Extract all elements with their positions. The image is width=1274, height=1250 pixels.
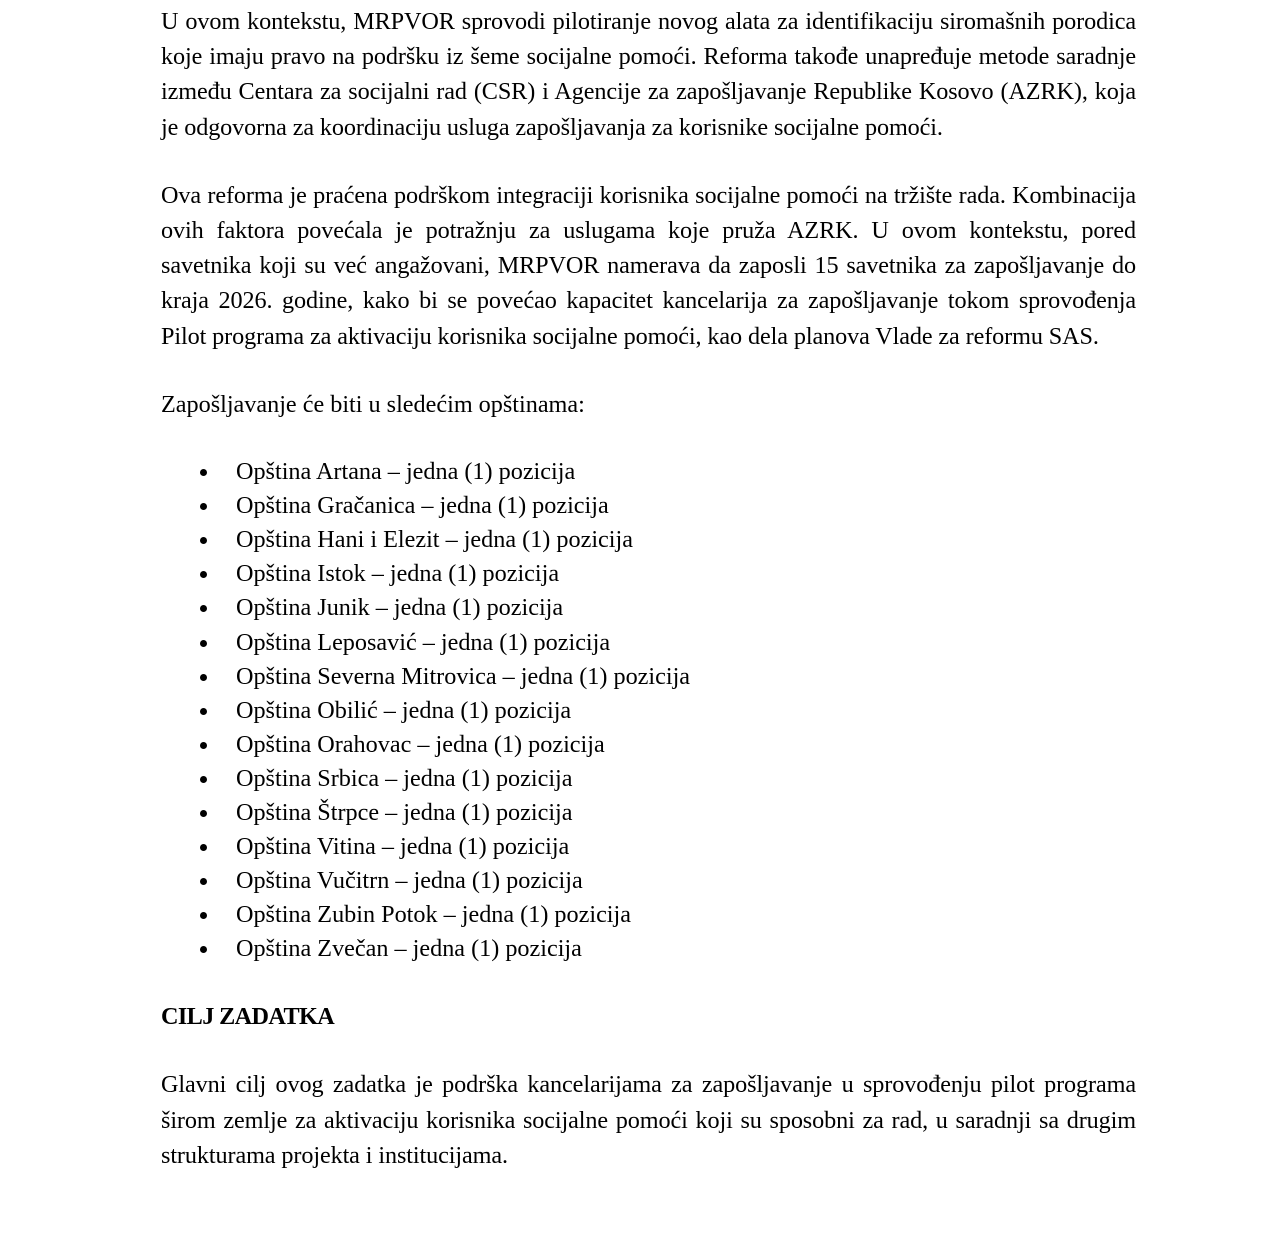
list-item-text: Opština Zubin Potok – jedna (1) pozicija [236, 901, 631, 929]
spacer [161, 1034, 1136, 1067]
list-item [161, 557, 1136, 591]
list-item-text: Opština Gračanica – jedna (1) pozicija [236, 492, 609, 520]
bullet-icon [200, 469, 207, 476]
paragraph-objective: Glavni cilj ovog zadatka je podrška kancelarijama za zapošljavanje u sprovođenju pilot programa širom zemlje za aktivaciju korisnika socijalne pomoći koji su sposobni za rad, u saradnji sa drugim strukturama projekta i institucijama. [161, 1071, 1136, 1169]
spacer [161, 354, 1136, 387]
list-item [161, 762, 1136, 796]
bullet-icon [200, 537, 207, 544]
list-item [161, 864, 1136, 898]
list-item-text: Opština Leposavić – jedna (1) pozicija [236, 628, 611, 656]
list-item-text: Opština Istok – jedna (1) pozicija [236, 560, 560, 588]
spacer [161, 145, 1136, 178]
bullet-icon [200, 844, 207, 851]
list-item [161, 489, 1136, 523]
list-item [161, 932, 1136, 966]
list-intro: Zapošljavanje će biti u sledećim opštinama: [161, 390, 585, 418]
list-item [161, 694, 1136, 728]
bullet-icon [200, 708, 207, 715]
bullet-icon [200, 674, 207, 681]
list-item [161, 830, 1136, 864]
bullet-icon [200, 878, 207, 885]
list-item-text: Opština Vučitrn – jedna (1) pozicija [236, 867, 583, 895]
list-item-text: Opština Štrpce – jedna (1) pozicija [236, 798, 573, 826]
list-item [161, 898, 1136, 932]
bullet-icon [200, 503, 207, 510]
document-page [161, 4, 1136, 1173]
bullet-icon [200, 776, 207, 783]
list-item-text: Opština Vitina – jedna (1) pozicija [236, 833, 570, 861]
list-item [161, 591, 1136, 625]
list-item [161, 796, 1136, 830]
bullet-icon [200, 571, 207, 578]
paragraph-context: U ovom kontekstu, MRPVOR sprovodi pilotiranje novog alata za identifikaciju siromašnih porodica koje imaju pravo na podršku iz šeme socijalne pomoći. Reforma takođe unapređuje metode saradnje između Centara za socijalni rad (CSR) i Agencije za zapošljavanje Republike Kosovo (AZRK), koja je odgovorna za koordinaciju usluga zapošljavanja za korisnike socijalne pomoći. [161, 8, 1136, 141]
bullet-icon [200, 742, 207, 749]
section-heading: CILJ ZADATKA [161, 1003, 335, 1031]
list-item-text: Opština Srbica – jedna (1) pozicija [236, 764, 573, 792]
list-item [161, 523, 1136, 557]
list-item [161, 660, 1136, 694]
bullet-icon [200, 640, 207, 647]
bullet-icon [200, 810, 207, 817]
list-item-text: Opština Severna Mitrovica – jedna (1) pozicija [236, 662, 691, 690]
list-item [161, 728, 1136, 762]
list-item-text: Opština Orahovac – jedna (1) pozicija [236, 730, 605, 758]
list-item-text: Opština Junik – jedna (1) pozicija [236, 594, 564, 622]
municipality-list [161, 455, 1136, 966]
list-item-text: Opština Artana – jedna (1) pozicija [236, 458, 576, 486]
bullet-icon [200, 946, 207, 953]
paragraph-reform: Ova reforma je praćena podrškom integraciji korisnika socijalne pomoći na tržište rada. Kombinacija ovih faktora povećala je potražnju za uslugama koje pruža AZRK. U ovom kontekstu, pored savetnika koji su već angažovani, MRPVOR namerava da zaposli 15 savetnika za zapošljavanje do kraja 2026. godine, kako bi se povećao kapacitet kancelarija za zapošljavanje tokom sprovođenja Pilot programa za aktivaciju korisnika socijalne pomoći, kao dela planova Vlade za reformu SAS. [161, 181, 1136, 350]
list-item-text: Opština Obilić – jedna (1) pozicija [236, 696, 572, 724]
spacer [161, 966, 1136, 999]
list-item [161, 626, 1136, 660]
bullet-icon [200, 912, 207, 919]
list-item-text: Opština Zvečan – jedna (1) pozicija [236, 935, 582, 963]
bullet-icon [200, 605, 207, 612]
spacer [161, 422, 1136, 455]
list-item [161, 455, 1136, 489]
list-item-text: Opština Hani i Elezit – jedna (1) pozicija [236, 526, 633, 554]
